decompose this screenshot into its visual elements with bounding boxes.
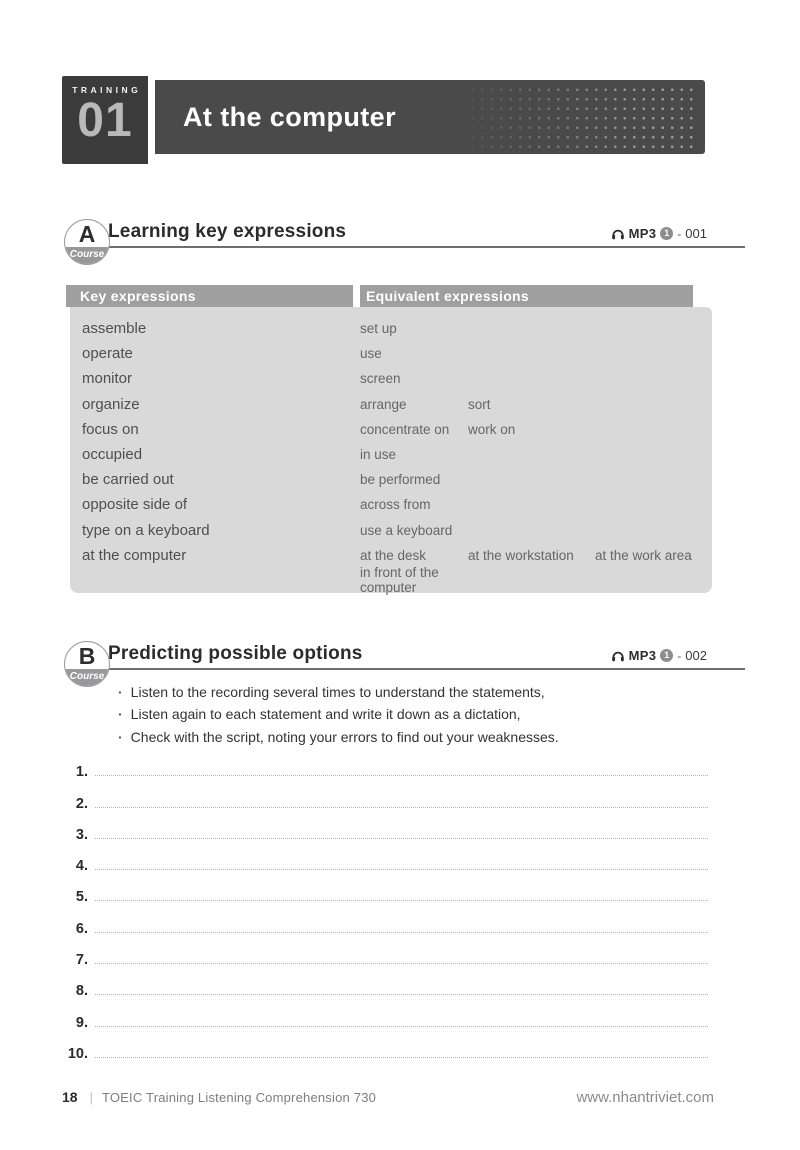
table-row — [70, 442, 712, 467]
page-footer — [62, 1089, 714, 1106]
equivalent-expression: across from — [360, 497, 431, 513]
section-b-mp3-badge — [611, 648, 707, 663]
equivalent-expression: use — [360, 346, 382, 362]
answer-row — [56, 749, 708, 780]
answer-number: 7. — [75, 952, 88, 969]
key-expression: focus on — [82, 420, 139, 438]
key-expression: assemble — [82, 320, 147, 338]
table-row — [70, 492, 712, 517]
answer-number: 4. — [75, 858, 88, 875]
answer-blank-line — [95, 994, 708, 995]
answer-row — [56, 780, 708, 811]
answer-blank-line — [95, 1057, 708, 1058]
section-b-badge — [64, 641, 110, 687]
table-row — [70, 467, 712, 492]
answer-blank-line — [95, 838, 708, 839]
chapter-title: At the computer — [183, 101, 397, 132]
headphones-icon — [611, 649, 625, 662]
section-a-letter: A — [78, 221, 96, 247]
answer-number: 2. — [75, 795, 88, 812]
answer-blank-line — [95, 807, 708, 808]
key-expression: organize — [82, 395, 140, 413]
section-a-course-label: Course — [65, 247, 109, 264]
answer-number: 5. — [75, 889, 88, 906]
equivalent-expression: arrange — [360, 396, 407, 412]
key-expression: opposite side of — [82, 496, 188, 514]
table-row — [70, 518, 712, 543]
table-row — [70, 316, 712, 341]
key-expression: at the computer — [82, 546, 187, 564]
training-label: TRAINING — [72, 85, 142, 95]
perforation-dots-icon — [148, 84, 155, 158]
answer-blank-line — [95, 900, 708, 901]
answer-blank-line — [95, 1026, 708, 1027]
answer-number: 9. — [75, 1014, 88, 1031]
publisher-website: www.nhantriviet.com — [576, 1089, 714, 1106]
answer-row — [56, 812, 708, 843]
answer-row — [56, 905, 708, 936]
book-title: TOEIC Training Listening Comprehension 730 — [101, 1090, 377, 1105]
equivalent-expression: use a keyboard — [360, 522, 453, 538]
equivalent-expression: at the work area — [595, 547, 692, 563]
table-row — [70, 341, 712, 366]
halftone-dots-pattern — [449, 85, 699, 149]
equivalent-expression: screen — [360, 371, 401, 387]
section-b-course-label: Course — [65, 669, 109, 686]
answer-row — [56, 937, 708, 968]
answer-blank-line — [95, 932, 708, 933]
equivalent-expression: in front of the computer — [360, 565, 439, 596]
table-row — [70, 543, 712, 568]
mp3-track-number: 002 — [685, 648, 707, 663]
page-number: 18 — [62, 1089, 78, 1105]
section-a-title: Learning key expressions — [108, 221, 347, 242]
equivalent-expression: concentrate on — [360, 421, 450, 437]
table-row — [70, 366, 712, 391]
footer-divider: | — [89, 1090, 93, 1105]
instruction-item: · Listen again to each statement and write it down as a dictation, — [118, 703, 678, 725]
equivalent-expression: set up — [360, 321, 397, 337]
instruction-item: · Check with the script, noting your errors to find out your weaknesses. — [118, 726, 678, 748]
answer-number: 6. — [75, 920, 88, 937]
answer-number: 3. — [75, 826, 88, 843]
training-number-box — [62, 76, 148, 164]
instruction-item: · Listen to the recording several times to understand the statements, — [118, 681, 678, 703]
instruction-list — [118, 681, 678, 748]
mp3-label: MP3 — [628, 648, 657, 663]
key-expression: type on a keyboard — [82, 521, 210, 539]
key-expression: be carried out — [82, 471, 174, 489]
key-expression: operate — [82, 345, 133, 363]
answer-row — [56, 843, 708, 874]
table-row — [70, 565, 712, 596]
section-a-badge — [64, 219, 110, 265]
answer-number: 1. — [75, 764, 88, 781]
section-a-rule — [108, 246, 745, 248]
answer-blank-line — [95, 869, 708, 870]
answer-row — [56, 968, 708, 999]
answer-blank-line — [95, 963, 708, 964]
answer-row — [56, 1031, 708, 1062]
mp3-track-number: 001 — [685, 226, 707, 241]
answer-row — [56, 999, 708, 1030]
key-expression: monitor — [82, 370, 133, 388]
section-b-title: Predicting possible options — [108, 643, 363, 664]
chapter-title-banner — [155, 80, 705, 154]
table-header-equivalent: Equivalent expressions — [360, 285, 693, 307]
equivalent-expression: work on — [468, 421, 516, 437]
answer-row — [56, 874, 708, 905]
mp3-separator: - — [677, 226, 682, 241]
equivalent-expression: be performed — [360, 472, 441, 488]
disc-number-icon: 1 — [660, 649, 673, 662]
answer-number: 10. — [67, 1045, 88, 1062]
answer-number: 8. — [75, 983, 88, 1000]
table-row — [70, 392, 712, 417]
section-a-mp3-badge — [611, 226, 707, 241]
mp3-separator: - — [677, 648, 682, 663]
expressions-table — [70, 307, 712, 596]
training-number: 01 — [77, 94, 133, 147]
mp3-label: MP3 — [628, 226, 657, 241]
table-row — [70, 417, 712, 442]
headphones-icon — [611, 227, 625, 240]
answer-blank-line — [95, 775, 708, 776]
disc-number-icon: 1 — [660, 227, 673, 240]
equivalent-expression: in use — [360, 447, 397, 463]
equivalent-expression: sort — [468, 396, 491, 412]
equivalent-expression: at the workstation — [468, 547, 574, 563]
key-expression: occupied — [82, 446, 143, 464]
table-header-key: Key expressions — [66, 285, 353, 307]
section-b-rule — [108, 668, 745, 670]
section-b-letter: B — [78, 643, 96, 669]
answer-lines — [56, 749, 708, 1062]
equivalent-expression: at the desk — [360, 547, 427, 563]
